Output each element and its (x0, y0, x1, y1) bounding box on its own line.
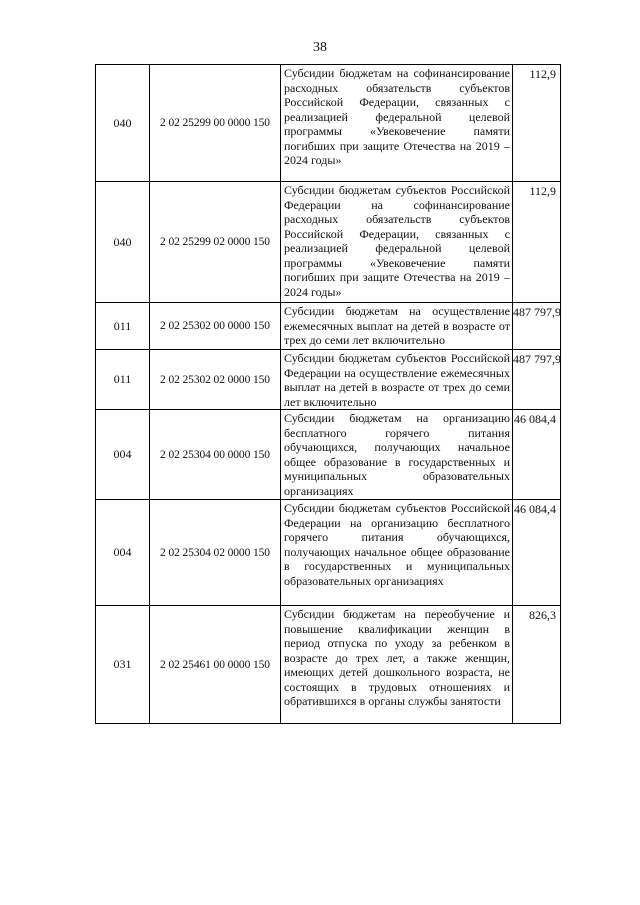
amount-cell: 112,9 (513, 182, 561, 303)
admin-code-cell: 011 (96, 350, 150, 410)
budget-classification-code-cell: 2 02 25299 02 0000 150 (150, 182, 281, 303)
admin-code-cell: 040 (96, 182, 150, 303)
amount-cell: 46 084,4 (513, 500, 561, 606)
budget-classification-code-cell: 2 02 25304 00 0000 150 (150, 410, 281, 500)
amount-cell: 487 797,9 (513, 303, 561, 350)
budget-classification-code-cell: 2 02 25302 00 0000 150 (150, 303, 281, 350)
page-number: 38 (313, 40, 327, 55)
table-row (96, 606, 561, 724)
amount-cell: 46 084,4 (513, 410, 561, 500)
budget-classification-code-cell: 2 02 25461 00 0000 150 (150, 606, 281, 724)
admin-code-cell: 011 (96, 303, 150, 350)
income-name-cell: Субсидии бюджетам субъектов Российской Федерации на осуществление ежемесячных выплат на детей в возрасте от трех до семи лет включительно (281, 350, 513, 410)
amount-cell: 826,3 (513, 606, 561, 724)
table-row (96, 303, 561, 350)
budget-table (95, 64, 561, 724)
budget-classification-code-cell: 2 02 25302 02 0000 150 (150, 350, 281, 410)
table-row (96, 410, 561, 500)
amount-cell: 487 797,9 (513, 350, 561, 410)
income-name-cell: Субсидии бюджетам на софинансирование расходных обязательств субъектов Российской Федерации, связанных с реализацией федеральной целевой программы «Увековечение памяти погибших при защите Отечества на 2019 – 2024 годы» (281, 65, 513, 182)
table-row (96, 500, 561, 606)
income-name-cell: Субсидии бюджетам на осуществление ежемесячных выплат на детей в возрасте от трех до семи лет включительно (281, 303, 513, 350)
admin-code-cell: 004 (96, 410, 150, 500)
admin-code-cell: 040 (96, 65, 150, 182)
income-name-cell: Субсидии бюджетам на переобучение и повышение квалификации женщин в период отпуска по уходу за ребенком в возрасте до трех лет, а также женщин, имеющих детей дошкольного возраста, не состоящих в трудовых отношениях и обратившихся в органы службы занятости (281, 606, 513, 724)
table-row (96, 350, 561, 410)
amount-cell: 112,9 (513, 65, 561, 182)
income-name-cell: Субсидии бюджетам субъектов Российской Федерации на софинансирование расходных обязательств субъектов Российской Федерации, связанных с реализацией федеральной целевой программы «Увековечение памяти погибших при защите Отечества на 2019 – 2024 годы» (281, 182, 513, 303)
budget-classification-code-cell: 2 02 25304 02 0000 150 (150, 500, 281, 606)
income-name-cell: Субсидии бюджетам на организацию бесплатного горячего питания обучающихся, получающих начальное общее образование в государственных и муниципальных образовательных организациях (281, 410, 513, 500)
budget-classification-code-cell: 2 02 25299 00 0000 150 (150, 65, 281, 182)
table-row (96, 182, 561, 303)
admin-code-cell: 004 (96, 500, 150, 606)
admin-code-cell: 031 (96, 606, 150, 724)
table-row (96, 65, 561, 182)
income-name-cell: Субсидии бюджетам субъектов Российской Федерации на организацию бесплатного горячего питания обучающихся, получающих начальное общее образование в государственных и муниципальных образовательных организациях (281, 500, 513, 606)
